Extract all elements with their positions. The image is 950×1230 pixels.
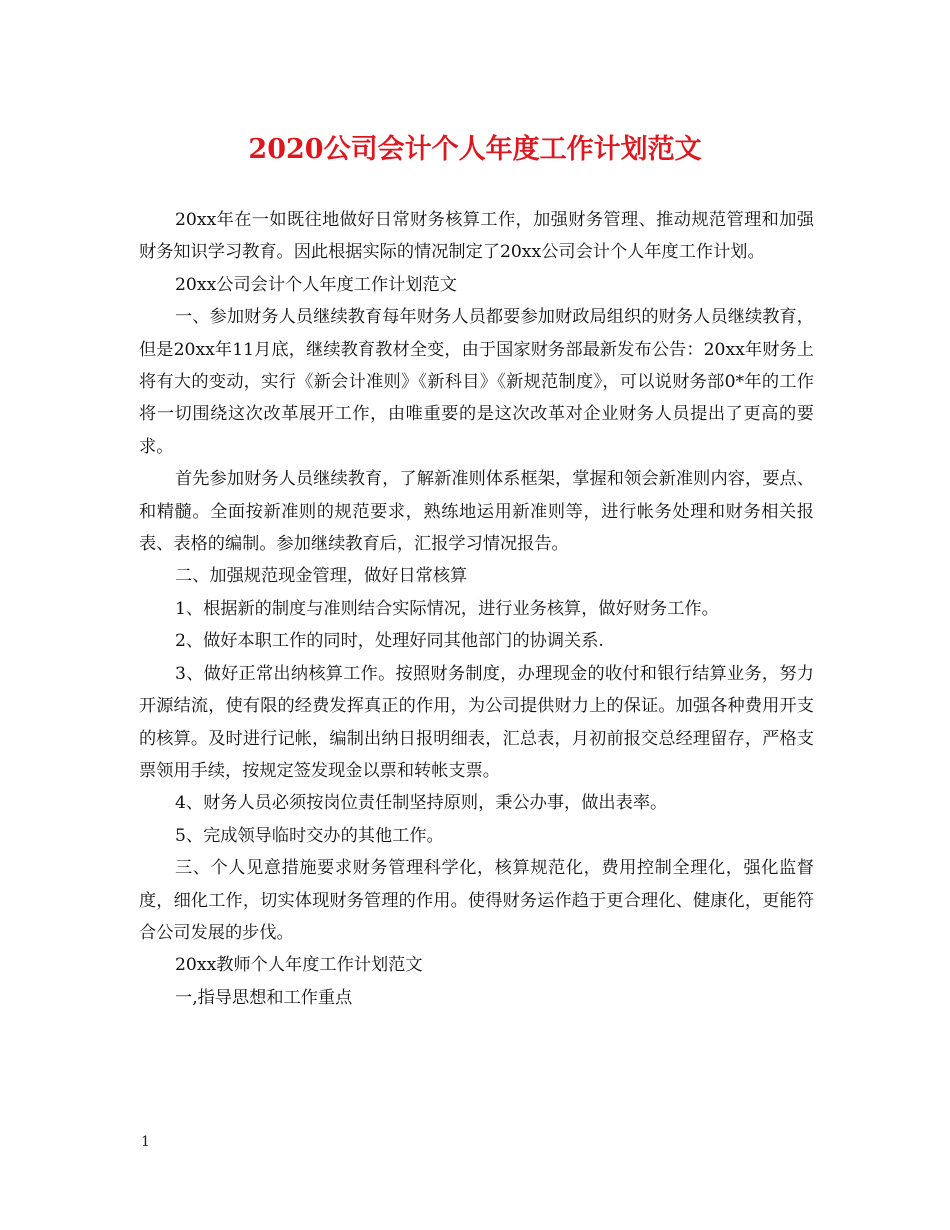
paragraph-intro: 20xx年在一如既往地做好日常财务核算工作，加强财务管理、推动规范管理和加强财务知识学习教育。因此根据实际的情况制定了20xx公司会计个人年度工作计划。 — [139, 210, 814, 263]
paragraph-item-5: 5、完成领导临时交办的其他工作。 — [175, 825, 444, 846]
paragraph-item-2: 2、做好本职工作的同时，处理好同其他部门的协调关系. — [175, 631, 604, 652]
document-body — [139, 204, 814, 1014]
paragraph-section-3: 三、个人见意措施要求财务管理科学化，核算规范化，费用控制全理化，强化监督度，细化工作，切实体现财务管理的作用。使得财务运作趋于更合理化、健康化，更能符合公司发展的步伐。 — [139, 858, 814, 943]
paragraph-item-1: 1、根据新的制度与准则结合实际情况，进行业务核算，做好财务工作。 — [175, 598, 719, 619]
paragraph-guiding-thought: 一,指导思想和工作重点 — [175, 987, 353, 1008]
paragraph-section-2: 二、加强规范现金管理，做好日常核算 — [175, 566, 468, 587]
paragraph-subtitle: 20xx公司会计个人年度工作计划范文 — [175, 274, 457, 295]
paragraph-teacher-plan-title: 20xx教师个人年度工作计划范文 — [175, 955, 423, 976]
paragraph-continuing-education: 首先参加财务人员继续教育，了解新准则体系框架，掌握和领会新准则内容，要点、和精髓。全面按新准则的规范要求，熟练地运用新准则等，进行帐务处理和财务相关报表、表格的编制。参加继续教育后，汇报学习情况报告。 — [139, 469, 814, 555]
page-number: 1 — [141, 1134, 150, 1150]
paragraph-section-1: 一、参加财务人员继续教育每年财务人员都要参加财政局组织的财务人员继续教育，但是20xx年11月底，继续教育教材全变，由于国家财务部最新发布公告：20xx年财务上将有大的变动，实行《新会计准则》《新科目》《新规范制度》，可以说财务部0*年的工作将一切围绕这次改革展开工作，由唯重要的是这次改革对企业财务人员提出了更高的要求。 — [139, 307, 814, 457]
paragraph-item-4: 4、财务人员必须按岗位责任制坚持原则，秉公办事，做出表率。 — [175, 793, 668, 814]
document-title: 2020公司会计个人年度工作计划范文 — [248, 134, 702, 165]
paragraph-item-3: 3、做好正常出纳核算工作。按照财务制度，办理现金的收付和银行结算业务，努力开源结流，使有限的经费发挥真正的作用，为公司提供财力上的保证。加强各种费用开支的核算。及时进行记帐，编制出纳日报明细表，汇总表，月初前报交总经理留存，严格支票领用手续，按规定签发现金以票和转帐支票。 — [139, 663, 814, 781]
